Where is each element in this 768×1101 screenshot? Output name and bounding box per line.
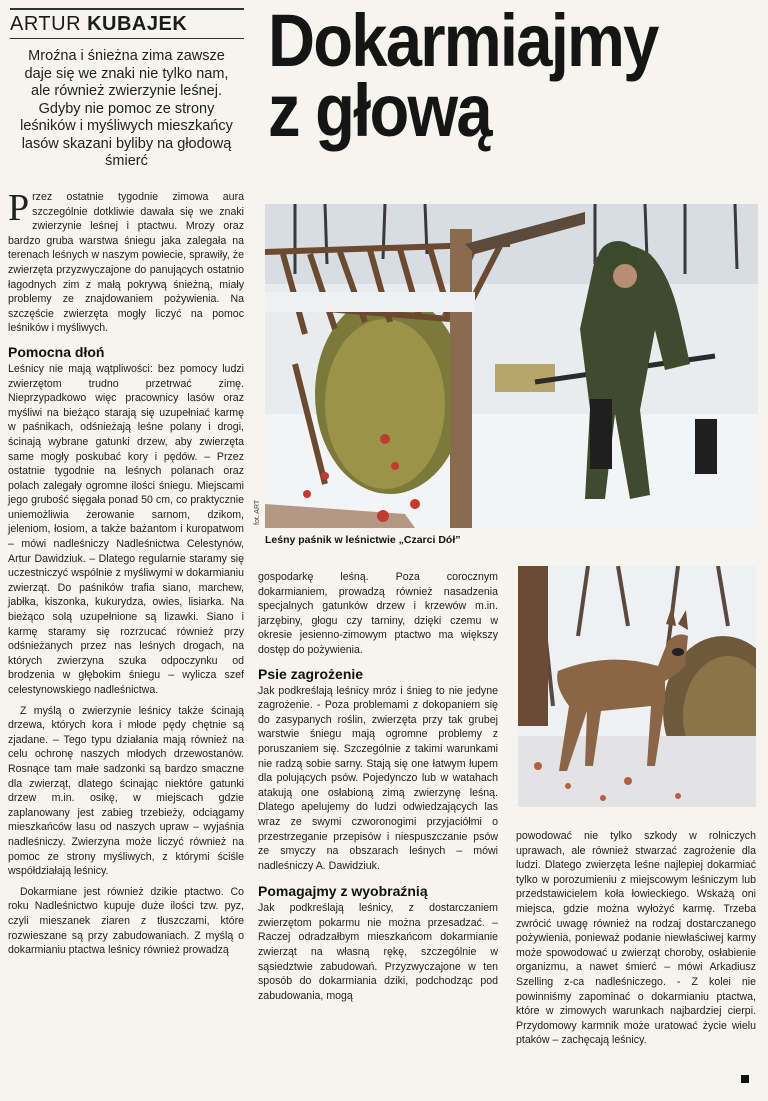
author-last-name: KUBAJEK — [87, 13, 188, 35]
photo-caption: Leśny paśnik w leśnictwie „Czarci Dół” — [265, 534, 461, 546]
photo-feeder — [265, 204, 758, 528]
paragraph: gospodarkę leśną. Poza corocznym dokarmianiem, prowadzą również nasadzenia specjalnych gatunków drzew i krzewów m.in. jarzębiny, głogu czy tarniny, dzięki czemu w okresie jesienno-zimowym ptactwo ma większy dostęp do pożywienia. — [258, 571, 498, 656]
paragraph: powodować nie tylko szkody w rolniczych uprawach, ale również stwarzać zagrożenie dla ludzi. Dlatego zwierzęta leśne najlepiej dokarmiać tylko w porozumieniu z miejscowym leśniczym lub przedstawicielem koła łowieckiego. Wskażą oni miejsca, gdzie można wyłożyć karmę. Trzeba zwrócić uwagę również na rodzaj dostarczanego pożywienia, ponieważ podanie niewłaściwej karmy może spowodować u zwierząt choroby, osłabienie organizmu, a nawet śmierć – mówi Arkadiusz Szelling z-ca nadleśniczego. - Z kolei nie powinniśmy zapominać o dokarmianiu ptactwa, które w zimowych warunkach najbardziej cierpi. Przydomowy karmnik może uratować życie wielu ptaków – zachęcają leśnicy. — [516, 830, 756, 1047]
column-1 — [8, 187, 244, 958]
photo-credit: fot. ART — [254, 499, 261, 525]
column-2 — [258, 570, 498, 1003]
photo-roe-deer — [518, 566, 756, 807]
headline-line-2: z głową — [268, 69, 491, 152]
subhead-pomocna-dlon: Pomocna dłoń — [8, 343, 105, 360]
paragraph: Jak podkreślają leśnicy mróz i śnieg to nie jedyne zagrożenie. - Poza problemami z dokopaniem się do zasypanych roślin, zwierzęta przy tak grubej warstwie śniegu mają ogromne problemy z poruszaniem się. Szczególnie z takimi warunkami nie radzą sobie sarny. Stają się one łatwym łupem dla polujących psów. Pojedynczo lub w watahach atakują one osłabioną zimą zwierzynę leśną. Dlatego apelujemy do ludzi odwiedzających las wraz ze swymi czworonogimi przyjaciółmi o przestrzeganie przepisów i niespuszczanie psów ze smyczy na obszarach leśnych – mówi nadleśniczy A. Dawidziuk. — [258, 684, 498, 872]
article-headline — [268, 0, 704, 152]
subhead-psie-zagrozenie: Psie zagrożenie — [258, 665, 364, 682]
drop-cap: P — [8, 187, 30, 229]
paragraph: Leśnicy nie mają wątpliwości: bez pomocy ludzi zwierzętom trudno przetrwać zimę. Nieprzypadkowo więc pracownicy lasów oraz myśliwi na bieżąco starają się uzupełniać karmę w paśnikach, odśnieżają leśne polany i drogi, ścinają wybrane gatunki drzew, aby zwierzęta same mogły poskubać kory i pędów. – Przez ostatnie tygodnie na leśnych polanach oraz polach zalegały ogromne ilości śniegu. Miejscami jego grubość sięgała ponad 50 cm, co praktycznie uniemożliwia żerowanie sarnom, dzikom, jeleniom, łosiom, a także bażantom i kuropatwom – mówi nadleśniczy Nadleśnictwa Celestynów, Artur Dawidziuk. – Dlatego regularnie staramy się uczestniczyć wspólnie z myśliwymi w dokarmianiu zwierząt. Do paśników trafia siano, marchew, jabłka, kiszonka, kukurydza, owies, lisiarka. Na bieżąco solą uzupełnione są lizawki. Siano i karmę staramy się rozrzucać również przy odśnieżanych przez nas leśnych drogach, na których zwierzyna szuka odpoczynku od brodzenia w głębokim śniegu – wylicza szef celestynowskiego nadleśnictwa. — [8, 362, 244, 696]
paragraph: Z myślą o zwierzynie leśnicy także ścinają drzewa, których kora i młode pędy chętnie są zjadane. – Tego typu działania mają również na celu ochronę naszych młodych drzewostanów. Rosnące tam małe sadzonki są bardzo smaczne dla zwierząt, dlatego ścinając niektóre gatunki drzew m.in. osikę, w miejscach gdzie zaplanowany jest zabieg trzebieży, odciągamy mieszkańców lasu od naszych upraw – wyjaśnia nadleśniczy. Zwierzyna może liczyć również na pomoc ze strony myśliwych, z którymi ściśle współdziałają leśnicy. — [8, 704, 244, 878]
column-3 — [516, 829, 756, 1048]
paragraph: Jak podkreślają leśnicy, z dostarczaniem zwierzętom pokarmu nie można przesadzać. – Raczej odradzałbym mieszkańcom dokarmianie zwierząt na własną rękę, szczególnie w sąsiedztwie zabudowań. Przyzwyczajone w ten sposób do dokarmiania dziki, podchodząc pod zabudowania, mogą — [258, 902, 498, 1002]
paragraph: Dokarmiane jest również dzikie ptactwo. Co roku Nadleśnictwo kupuje duże ilości tzw. pyz, czyli mieszanek ziaren z tłuszczami, które rozwieszane są przy zabudowaniach. Z myślą o dokarmianiu ptactwa leśnicy również prowadzą — [8, 885, 244, 957]
article-lead: Mroźna i śnieżna zima zawsze daje się we znaki nie tylko nam, ale również zwierzynie leśnej. Gdyby nie pomoc ze strony leśników i myśliwych mieszkańcy lasów skazani byliby na głodową śmierć — [20, 48, 233, 169]
deer-photo-image — [518, 566, 756, 807]
subhead-pomagajmy: Pomagajmy z wyobraźnią — [258, 883, 428, 900]
intro-paragraph: rzez ostatnie tygodnie zimowa aura szczególnie dotkliwie dawała się we znaki zwierzynie leśnej i ptactwu. Mrozy oraz bardzo gruba warstwa śniegu jaka zalegała na terenach leśnych w naszym powiecie, sprawiły, że zwierzęta przyzwyczajone do panujących ostatnio łagodnych zim z małą pokrywą śnieżną, miały problemy ze znajdowaniem pożywienia. Na szczęście zwierzęta mogły liczyć na pomoc leśników i myśliwych. — [8, 191, 244, 335]
headline-line-1: Dokarmiajmy — [268, 0, 658, 82]
author-byline — [10, 8, 244, 39]
author-first-name: ARTUR — [10, 13, 82, 35]
end-mark — [741, 1075, 749, 1083]
feeder-photo-image — [265, 204, 758, 528]
